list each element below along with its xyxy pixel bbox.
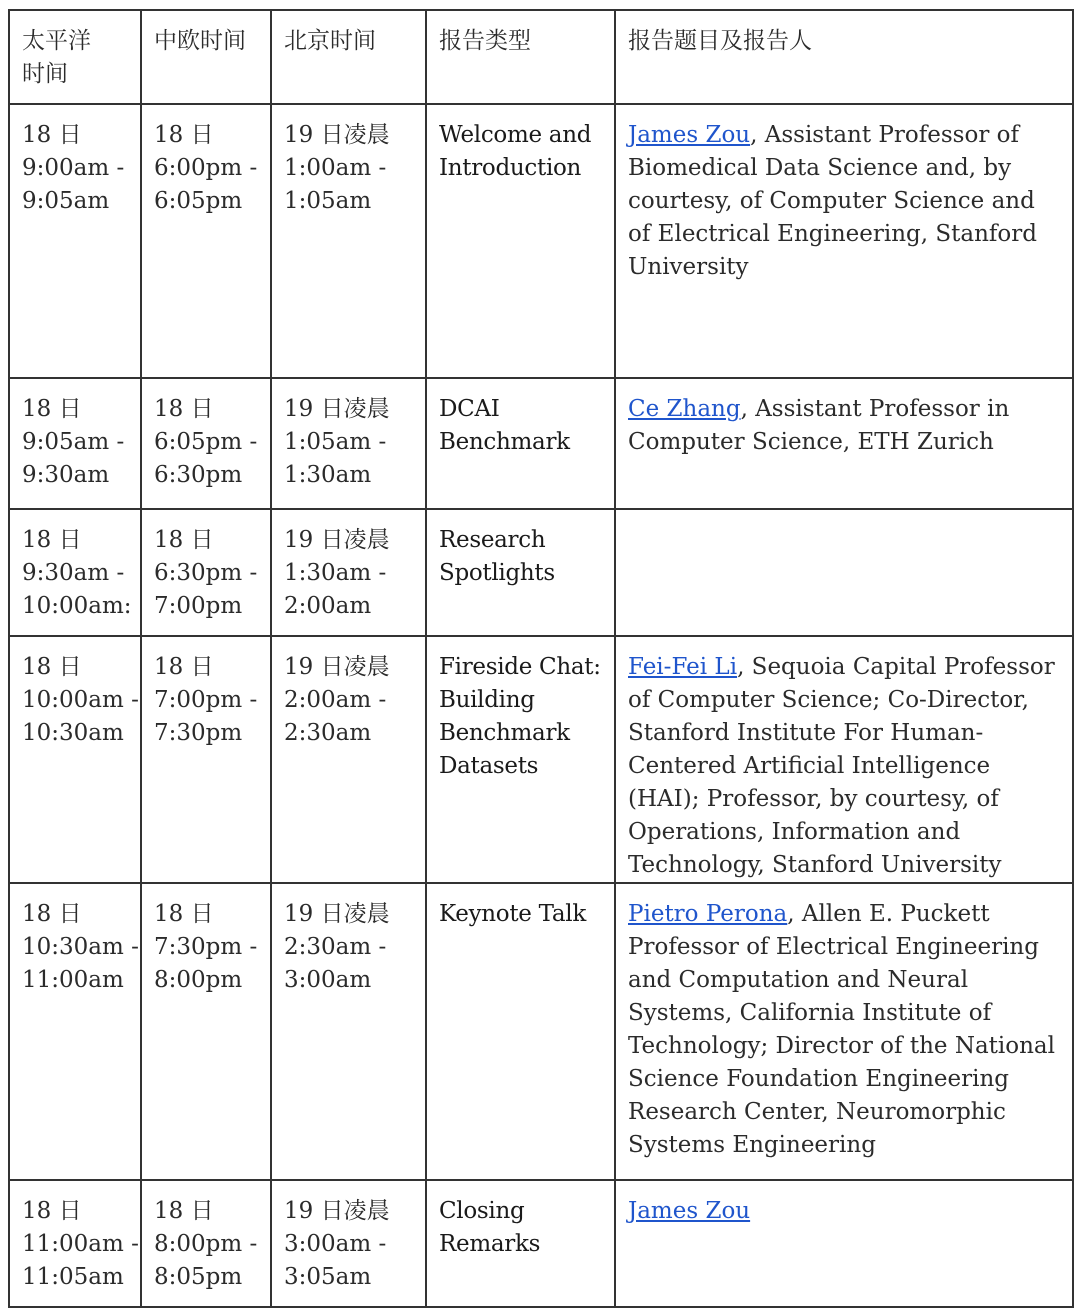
speaker-name-link[interactable]: Pietro Perona bbox=[628, 901, 788, 927]
time-line: 10:00am - bbox=[22, 687, 139, 713]
time-line: 6:00pm - bbox=[154, 155, 258, 181]
speaker-description: , Assistant Professor in Computer Science, ETH Zurich bbox=[628, 396, 1010, 455]
table-row bbox=[9, 378, 1073, 509]
time-line: 9:30am - bbox=[22, 560, 125, 586]
time-cell-pacific bbox=[9, 378, 141, 509]
speaker-name-link[interactable]: Fei-Fei Li bbox=[628, 654, 738, 680]
time-line: 18 日 bbox=[22, 396, 82, 422]
header-row bbox=[9, 10, 1073, 104]
time-line: 2:30am bbox=[284, 720, 372, 746]
table-row bbox=[9, 509, 1073, 636]
header-title-speaker: 报告题目及报告人 bbox=[615, 10, 1073, 104]
time-line: 19 日凌晨 bbox=[284, 396, 390, 422]
time-line: 18 日 bbox=[154, 396, 214, 422]
time-line: 7:30pm - bbox=[154, 934, 258, 960]
time-cell-cet bbox=[141, 509, 271, 636]
time-cell-cet bbox=[141, 1180, 271, 1307]
time-line: 18 日 bbox=[154, 1198, 214, 1224]
table-row bbox=[9, 1180, 1073, 1307]
time-line: 2:30am - bbox=[284, 934, 387, 960]
speaker-name-link[interactable]: Ce Zhang bbox=[628, 396, 741, 422]
time-cell-cet bbox=[141, 883, 271, 1180]
time-line: 18 日 bbox=[154, 901, 214, 927]
table-row bbox=[9, 104, 1073, 378]
time-line: 3:05am bbox=[284, 1264, 372, 1290]
table-row bbox=[9, 636, 1073, 883]
time-cell-beijing bbox=[271, 883, 426, 1180]
speaker-cell bbox=[615, 883, 1073, 1180]
time-line: 19 日凌晨 bbox=[284, 654, 390, 680]
time-line: 11:05am bbox=[22, 1264, 124, 1290]
time-line: 19 日凌晨 bbox=[284, 901, 390, 927]
time-cell-beijing bbox=[271, 378, 426, 509]
report-type-cell: DCAI Benchmark bbox=[426, 378, 615, 509]
report-type-cell: Keynote Talk bbox=[426, 883, 615, 1180]
time-line: 11:00am bbox=[22, 967, 124, 993]
time-line: 9:05am bbox=[22, 188, 110, 214]
time-line: 2:00am bbox=[284, 593, 372, 619]
time-line: 1:00am - bbox=[284, 155, 387, 181]
time-line: 10:30am - bbox=[22, 934, 139, 960]
speaker-cell bbox=[615, 636, 1073, 883]
time-line: 18 日 bbox=[22, 1198, 82, 1224]
time-cell-beijing bbox=[271, 636, 426, 883]
time-line: 6:30pm - bbox=[154, 560, 258, 586]
speaker-cell bbox=[615, 104, 1073, 378]
header-report-type: 报告类型 bbox=[426, 10, 615, 104]
time-cell-beijing bbox=[271, 1180, 426, 1307]
time-line: 3:00am bbox=[284, 967, 372, 993]
time-line: 1:05am bbox=[284, 188, 372, 214]
time-line: 18 日 bbox=[22, 901, 82, 927]
header-beijing-time: 北京时间 bbox=[271, 10, 426, 104]
speaker-description: , Allen E. Puckett Professor of Electrical Engineering and Computation and Neural Systems, California Institute of Technology; Director of the National Science Foundation Engineering Research Center, Neuromorphic Systems Engineering bbox=[628, 901, 1055, 1158]
speaker-cell bbox=[615, 378, 1073, 509]
time-line: 9:30am bbox=[22, 462, 110, 488]
header-cet-time: 中欧时间 bbox=[141, 10, 271, 104]
time-line: 6:05pm bbox=[154, 188, 243, 214]
time-line: 8:00pm bbox=[154, 967, 243, 993]
time-cell-pacific bbox=[9, 883, 141, 1180]
time-cell-beijing bbox=[271, 104, 426, 378]
time-cell-cet bbox=[141, 104, 271, 378]
speaker-name-link[interactable]: James Zou bbox=[628, 1198, 751, 1224]
time-line: 8:00pm - bbox=[154, 1231, 258, 1257]
time-line: 19 日凌晨 bbox=[284, 122, 390, 148]
time-line: 18 日 bbox=[154, 654, 214, 680]
time-line: 19 日凌晨 bbox=[284, 527, 390, 553]
time-line: 10:00am: bbox=[22, 593, 132, 619]
report-type-cell: Research Spotlights bbox=[426, 509, 615, 636]
time-line: 18 日 bbox=[154, 122, 214, 148]
time-cell-pacific bbox=[9, 636, 141, 883]
schedule-table bbox=[8, 9, 1074, 1308]
speaker-cell bbox=[615, 1180, 1073, 1307]
time-line: 6:05pm - bbox=[154, 429, 258, 455]
time-cell-pacific bbox=[9, 509, 141, 636]
time-cell-pacific bbox=[9, 104, 141, 378]
report-type-cell: Closing Remarks bbox=[426, 1180, 615, 1307]
time-cell-cet bbox=[141, 636, 271, 883]
time-line: 1:05am - bbox=[284, 429, 387, 455]
time-line: 1:30am bbox=[284, 462, 372, 488]
speaker-description: , Assistant Professor of Biomedical Data Science and, by courtesy, of Computer Science and of Electrical Engineering, Stanford University bbox=[628, 122, 1037, 280]
time-line: 18 日 bbox=[154, 527, 214, 553]
time-line: 18 日 bbox=[22, 122, 82, 148]
time-line: 10:30am bbox=[22, 720, 124, 746]
time-line: 9:05am - bbox=[22, 429, 125, 455]
header-pacific-line: 太平洋 bbox=[22, 28, 91, 54]
time-line: 1:30am - bbox=[284, 560, 387, 586]
time-line: 8:05pm bbox=[154, 1264, 243, 1290]
report-type-cell: Welcome and Introduction bbox=[426, 104, 615, 378]
time-line: 7:00pm - bbox=[154, 687, 258, 713]
time-line: 18 日 bbox=[22, 654, 82, 680]
time-line: 7:00pm bbox=[154, 593, 243, 619]
time-line: 6:30pm bbox=[154, 462, 243, 488]
header-pacific-line: 时间 bbox=[22, 61, 68, 87]
time-cell-beijing bbox=[271, 509, 426, 636]
time-line: 19 日凌晨 bbox=[284, 1198, 390, 1224]
speaker-name-link[interactable]: James Zou bbox=[628, 122, 751, 148]
header-pacific-time bbox=[9, 10, 141, 104]
table-row bbox=[9, 883, 1073, 1180]
time-line: 9:00am - bbox=[22, 155, 125, 181]
time-line: 7:30pm bbox=[154, 720, 243, 746]
time-line: 3:00am - bbox=[284, 1231, 387, 1257]
time-line: 11:00am - bbox=[22, 1231, 139, 1257]
time-cell-pacific bbox=[9, 1180, 141, 1307]
report-type-cell: Fireside Chat: Building Benchmark Datasets bbox=[426, 636, 615, 883]
speaker-cell bbox=[615, 509, 1073, 636]
time-line: 2:00am - bbox=[284, 687, 387, 713]
time-line: 18 日 bbox=[22, 527, 82, 553]
time-cell-cet bbox=[141, 378, 271, 509]
speaker-description: , Sequoia Capital Professor of Computer Science; Co-Director, Stanford Institute For Human-Centered Artificial Intelligence (HAI); Professor, by courtesy, of Operations, Information and Technology, Stanford University bbox=[628, 654, 1055, 878]
